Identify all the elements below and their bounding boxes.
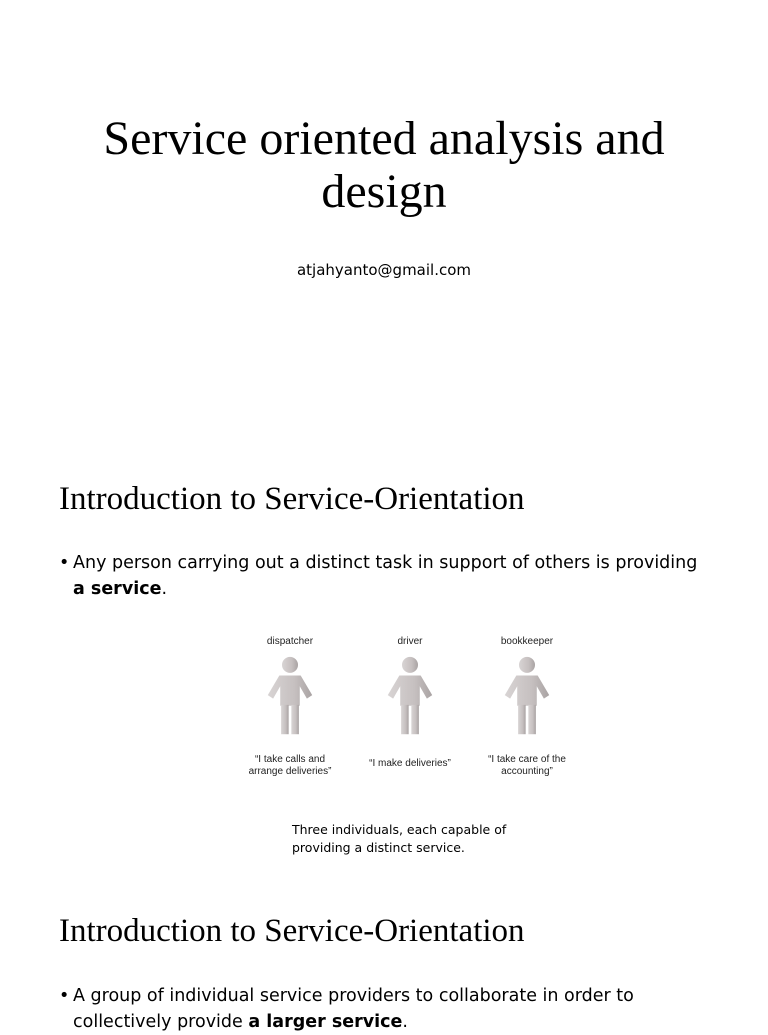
bullet-text: Any person carrying out a distinct task in support of others is providing a service. — [73, 553, 698, 599]
role-quote: “I take care of the accounting” — [488, 754, 566, 777]
bullet-icon: • — [59, 553, 70, 573]
role-label: dispatcher — [266, 636, 314, 647]
slide-title: Service oriented analysis and design — [103, 112, 665, 218]
slide-heading: Introduction to Service-Orientation — [59, 913, 525, 949]
bullet-text: A group of individual service providers to collaborate in order to collectively provide a larger service. — [73, 986, 634, 1032]
bullet-point — [59, 983, 699, 1035]
role-quote: “I make deliveries” — [369, 758, 451, 769]
slide-heading: Introduction to Service-Orientation — [59, 481, 525, 517]
role-label: bookkeeper — [500, 636, 554, 647]
person-icon — [380, 656, 440, 736]
role-label: driver — [397, 636, 423, 647]
author-email: atjahyanto@gmail.com — [296, 261, 472, 279]
bullet-point — [59, 550, 699, 602]
role-quote: “I take calls and arrange deliveries” — [248, 754, 332, 777]
figure-caption: Three individuals, each capable of providing a distinct service. — [292, 822, 507, 855]
person-icon — [497, 656, 557, 736]
bullet-icon: • — [59, 986, 70, 1006]
person-icon — [260, 656, 320, 736]
